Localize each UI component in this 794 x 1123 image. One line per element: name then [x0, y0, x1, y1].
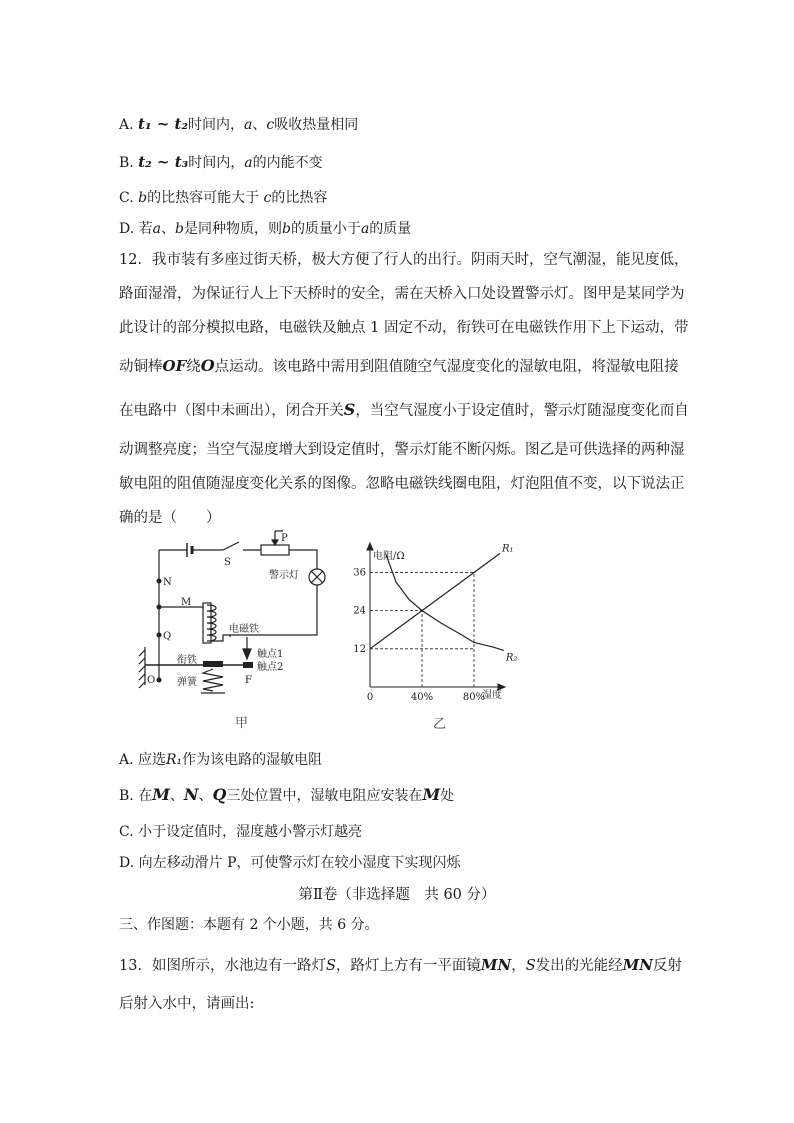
- q12-line: 在电路中（图中未画出），闭合开关S，当空气湿度小于设定值时，警示灯随湿度变化而自: [119, 400, 689, 419]
- label-m: M: [181, 597, 192, 608]
- label-contact2: 触点2: [257, 662, 284, 673]
- series-line-r2: [386, 553, 504, 650]
- label-armature: 衔铁: [177, 655, 197, 666]
- time-interval-math: t₂ ~ t₃: [138, 153, 189, 171]
- contact2-block: [243, 662, 253, 668]
- label-o: O: [147, 675, 156, 686]
- q12-line: 12．我市装有多座过街天桥，极大方便了行人的出行。阴雨天时，空气潮湿，能见度低，: [119, 252, 689, 268]
- armature-block: [203, 661, 223, 667]
- q12-line: 动调整亮度；当空气湿度增大到设定值时，警示灯能不断闪烁。图乙是可供选择的两种湿: [119, 442, 685, 458]
- q12-option-d: D. 向左移动滑片 P，可使警示灯在较小湿度下实现闪烁: [119, 855, 461, 871]
- label-lamp: 警示灯: [269, 570, 299, 581]
- q13-line: 13．如图所示，水池边有一路灯S，路灯上方有一平面镜MN，S发出的光能经MN反射: [119, 956, 682, 974]
- q11-option-a: A. t₁ ~ t₂时间内，a、c吸收热量相同: [119, 115, 359, 133]
- circuit-caption: 甲: [235, 716, 249, 731]
- q12-line: 敏电阻的阻值随湿度变化关系的图像。忽略电磁铁线圈电阻，灯泡阻值不变，以下说法正: [119, 476, 685, 492]
- y-axis-arrow: [367, 543, 373, 550]
- series-line-r1: [370, 553, 500, 648]
- q12-line: 确的是（ ）: [119, 510, 221, 526]
- label-f: F: [245, 675, 252, 686]
- humidity-resistance-chart: [345, 535, 525, 735]
- q12-option-b: B. 在M、N、Q三处位置中，湿敏电阻应安装在M处: [119, 785, 455, 804]
- x-tick-label: 80%: [462, 692, 486, 703]
- y-axis-label: 电阻/Ω: [373, 551, 405, 562]
- y-tick-label: 24: [353, 605, 366, 617]
- q12-stem: [119, 243, 689, 535]
- q12-option-c: C. 小于设定值时，湿度越小警示灯越亮: [119, 824, 363, 840]
- series-label-r1: R₁: [502, 543, 514, 555]
- q13-line: 后射入水中，请画出:: [119, 996, 255, 1012]
- time-interval-math: t₁ ~ t₂: [138, 115, 189, 133]
- label-magnet: 电磁铁: [229, 624, 259, 635]
- x-axis-label: 湿度: [482, 690, 502, 701]
- series-label-r2: R₂: [505, 652, 518, 664]
- part3-heading: 三、作图题：本题有 2 个小题，共 6 分。: [119, 917, 379, 933]
- q11-option-d: D. 若a、b是同种物质，则b的质量小于a的质量: [119, 221, 412, 237]
- label-s: S: [224, 557, 231, 568]
- y-tick-label: 12: [353, 643, 366, 655]
- label-n: N: [163, 577, 172, 588]
- y-tick-label: 36: [353, 567, 366, 579]
- label-contact1: 触点1: [257, 649, 284, 660]
- q13-stem: [119, 944, 682, 1021]
- section-title: 第Ⅱ卷（非选择题 共 60 分）: [298, 887, 496, 903]
- q12-line: 路面湿滑，为保证行人上下天桥时的安全，需在天桥入口处设置警示灯。图甲是某同学为: [119, 286, 685, 302]
- q12-line: 动铜棒OF绕O点运动。该电路中需用到阻值随空气湿度变化的湿敏电阻，将湿敏电阻接: [119, 356, 679, 375]
- chart-caption: 乙: [433, 717, 447, 732]
- label-q: Q: [163, 631, 172, 642]
- x-tick-label: 40%: [410, 692, 434, 703]
- q11-option-b: B. t₂ ~ t₃时间内，a的内能不变: [119, 153, 323, 171]
- q12-line: 此设计的部分模拟电路，电磁铁及触点 1 固定不动，衔铁可在电磁铁作用下上下运动，带: [119, 320, 689, 336]
- circuit-diagram: [135, 525, 335, 735]
- label-spring: 弹簧: [177, 677, 197, 688]
- q11-option-c: C. b的比热容可能大于 c的比热容: [119, 190, 328, 206]
- x-tick-label: 0: [366, 692, 374, 703]
- q12-option-a: A. 应选R₁作为该电路的湿敏电阻: [119, 752, 323, 768]
- label-p: P: [281, 533, 288, 544]
